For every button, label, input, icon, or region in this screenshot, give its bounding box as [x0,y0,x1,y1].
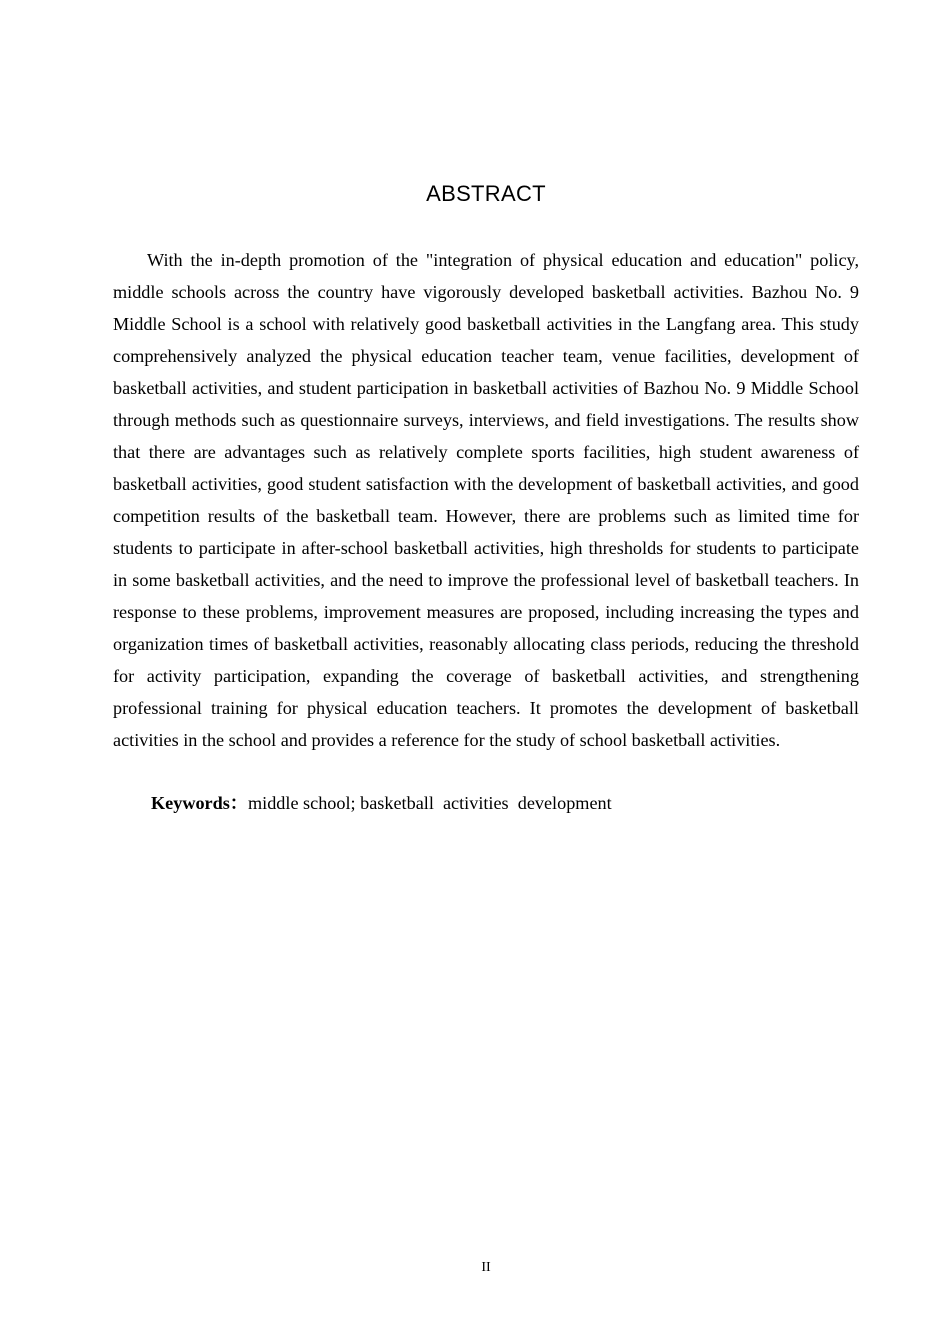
abstract-body: With the in-depth promotion of the "integration of physical education and education" policy, middle schools across the country have vigorously developed basketball activities. Bazhou No. 9 Middle School is a school with relatively good basketball activities in the Langfang area. This study comprehensively analyzed the physical education teacher team, venue facilities, development of basketball activities, and student participation in basketball activities of Bazhou No. 9 Middle School through methods such as questionnaire surveys, interviews, and field investigations. The results show that there are advantages such as relatively complete sports facilities, high student awareness of basketball activities, good student satisfaction with the development of basketball activities, and good competition results of the basketball team. However, there are problems such as limited time for students to participate in after-school basketball activities, high thresholds for students to participate in some basketball activities, and the need to improve the professional level of basketball teachers. In response to these problems, improvement measures are proposed, including increasing the types and organization times of basketball activities, reasonably allocating class periods, reducing the threshold for activity participation, expanding the coverage of basketball activities, and strengthening professional training for physical education teachers. It promotes the development of basketball activities in the school and provides a reference for the study of school basketball activities. [113,250,859,750]
keywords-label: Keywords： [151,793,248,813]
page-number: II [481,1260,491,1275]
keywords-value: middle school; basketball activities development [248,793,612,813]
keywords-line [151,787,859,819]
abstract-title: ABSTRACT [426,181,546,206]
